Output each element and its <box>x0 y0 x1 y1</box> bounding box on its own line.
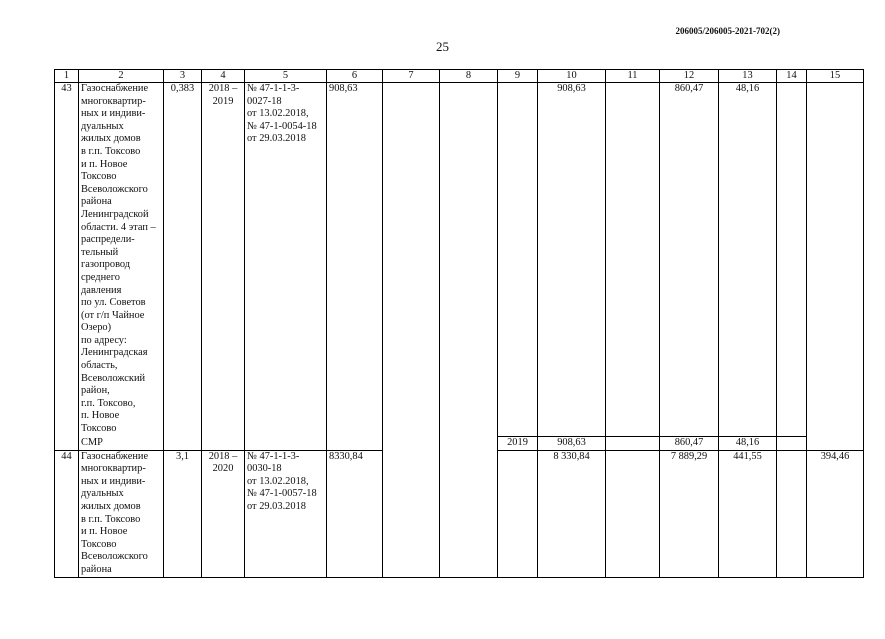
text-line: Ленинградской <box>81 208 149 220</box>
text-line: 0030-18 <box>247 463 282 475</box>
text-line: № 47-1-0057-18 <box>247 488 317 500</box>
text-line: и п. Новое <box>81 158 128 170</box>
page-number: 25 <box>436 39 449 54</box>
text-line: давления <box>81 284 122 296</box>
row-number: 43 <box>55 83 79 451</box>
cell-col14 <box>777 83 807 437</box>
cell-col8 <box>440 450 498 577</box>
cell-col8 <box>440 437 498 451</box>
text-line: дуальных <box>81 120 124 132</box>
cost-col10: 908,63 <box>538 437 606 451</box>
text-line: Токсово <box>81 423 117 435</box>
text-line: район, <box>81 385 110 397</box>
text-line: от 29.03.2018 <box>247 500 306 512</box>
text-line: в г.п. Токсово <box>81 513 141 525</box>
table-row <box>55 83 864 437</box>
cost-col6: 908,63 <box>327 83 383 451</box>
text-line: № 47-1-0054-18 <box>247 120 317 132</box>
row-number: 44 <box>55 450 79 577</box>
cost-col13: 48,16 <box>719 437 777 451</box>
text-line: области. 4 этап – <box>81 221 156 233</box>
object-description <box>79 83 164 437</box>
text-line: Токсово <box>81 171 117 183</box>
column-number-row <box>55 70 864 83</box>
text-line: по адресу: <box>81 334 127 346</box>
text-line: от 13.02.2018, <box>247 475 309 487</box>
text-line: Ленинградская <box>81 347 148 359</box>
cost-col12: 860,47 <box>660 437 719 451</box>
construction-years: 2018 – 2019 <box>202 83 245 451</box>
text-line: дуальных <box>81 488 124 500</box>
col-number: 5 <box>245 70 327 83</box>
text-line: область, <box>81 360 118 372</box>
length-km: 3,1 <box>164 450 202 577</box>
text-line: района <box>81 563 112 575</box>
col-number: 7 <box>383 70 440 83</box>
text-line: газопровод <box>81 259 131 271</box>
text-line: от 29.03.2018 <box>247 133 306 145</box>
cost-col15: 394,46 <box>807 450 864 577</box>
col-number: 1 <box>55 70 79 83</box>
text-line: п. Новое <box>81 410 120 422</box>
cost-col13: 441,55 <box>719 450 777 577</box>
text-line: Всеволожского <box>81 551 148 563</box>
cell-col14 <box>777 450 807 577</box>
col-number: 11 <box>606 70 660 83</box>
col-number: 4 <box>202 70 245 83</box>
text-line: Всеволожский <box>81 372 146 384</box>
text-line: ных и индиви- <box>81 475 146 487</box>
text-line: Токсово <box>81 538 117 550</box>
text-line: и п. Новое <box>81 526 128 538</box>
object-description <box>79 450 164 577</box>
cost-col12: 860,47 <box>660 83 719 437</box>
document-number: 206005/206005-2021-702(2) <box>675 26 780 36</box>
col-number: 15 <box>807 70 864 83</box>
cell-col15 <box>807 83 864 437</box>
cell-col7 <box>383 437 440 451</box>
cell-col9 <box>498 450 538 577</box>
col-number: 3 <box>164 70 202 83</box>
cell-col7 <box>383 450 440 577</box>
cell-col8 <box>440 83 498 437</box>
text-line: распредели- <box>81 234 135 246</box>
text-line: по ул. Советов <box>81 297 146 309</box>
text-line: в г.п. Токсово <box>81 145 141 157</box>
cell-col15 <box>807 437 864 451</box>
col-number: 8 <box>440 70 498 83</box>
permit-numbers <box>245 83 327 451</box>
cell-col11 <box>606 450 660 577</box>
cost-col12: 7 889,29 <box>660 450 719 577</box>
cost-col13: 48,16 <box>719 83 777 437</box>
text-line: Газоснабжение <box>81 450 149 462</box>
data-table <box>54 69 864 578</box>
cell-col14 <box>777 437 807 451</box>
text-line: от 13.02.2018, <box>247 108 309 120</box>
text-line: жилых домов <box>81 133 141 145</box>
cell-col7 <box>383 83 440 437</box>
permit-numbers <box>245 450 327 577</box>
text-line: среднего <box>81 271 120 283</box>
text-line: района <box>81 196 112 208</box>
text-line: Газоснабжение <box>81 83 149 94</box>
text-line: многоквартир- <box>81 95 146 107</box>
length-km: 0,383 <box>164 83 202 451</box>
cell-col11 <box>606 437 660 451</box>
col-number: 6 <box>327 70 383 83</box>
text-line: многоквартир- <box>81 463 146 475</box>
col-number: 2 <box>79 70 164 83</box>
cell-col9 <box>498 83 538 437</box>
col-number: 9 <box>498 70 538 83</box>
text-line: тельный <box>81 246 119 258</box>
col-number: 10 <box>538 70 606 83</box>
cost-col10: 8 330,84 <box>538 450 606 577</box>
year-col9: 2019 <box>498 437 538 451</box>
cost-col6: 8330,84 <box>327 450 383 577</box>
text-line: № 47-1-1-3- <box>247 450 300 462</box>
text-line: (от г/п Чайное <box>81 309 145 321</box>
text-line: № 47-1-1-3- <box>247 83 300 94</box>
construction-years: 2018 – 2020 <box>202 450 245 577</box>
cost-col10: 908,63 <box>538 83 606 437</box>
col-number: 12 <box>660 70 719 83</box>
work-type-label: СМР <box>79 437 164 451</box>
col-number: 14 <box>777 70 807 83</box>
text-line: г.п. Токсово, <box>81 397 136 409</box>
text-line: Озеро) <box>81 322 112 334</box>
text-line: ных и индиви- <box>81 108 146 120</box>
text-line: 0027-18 <box>247 95 282 107</box>
text-line: Всеволожского <box>81 183 148 195</box>
table-row <box>55 450 864 577</box>
col-number: 13 <box>719 70 777 83</box>
cell-col11 <box>606 83 660 437</box>
text-line: жилых домов <box>81 500 141 512</box>
